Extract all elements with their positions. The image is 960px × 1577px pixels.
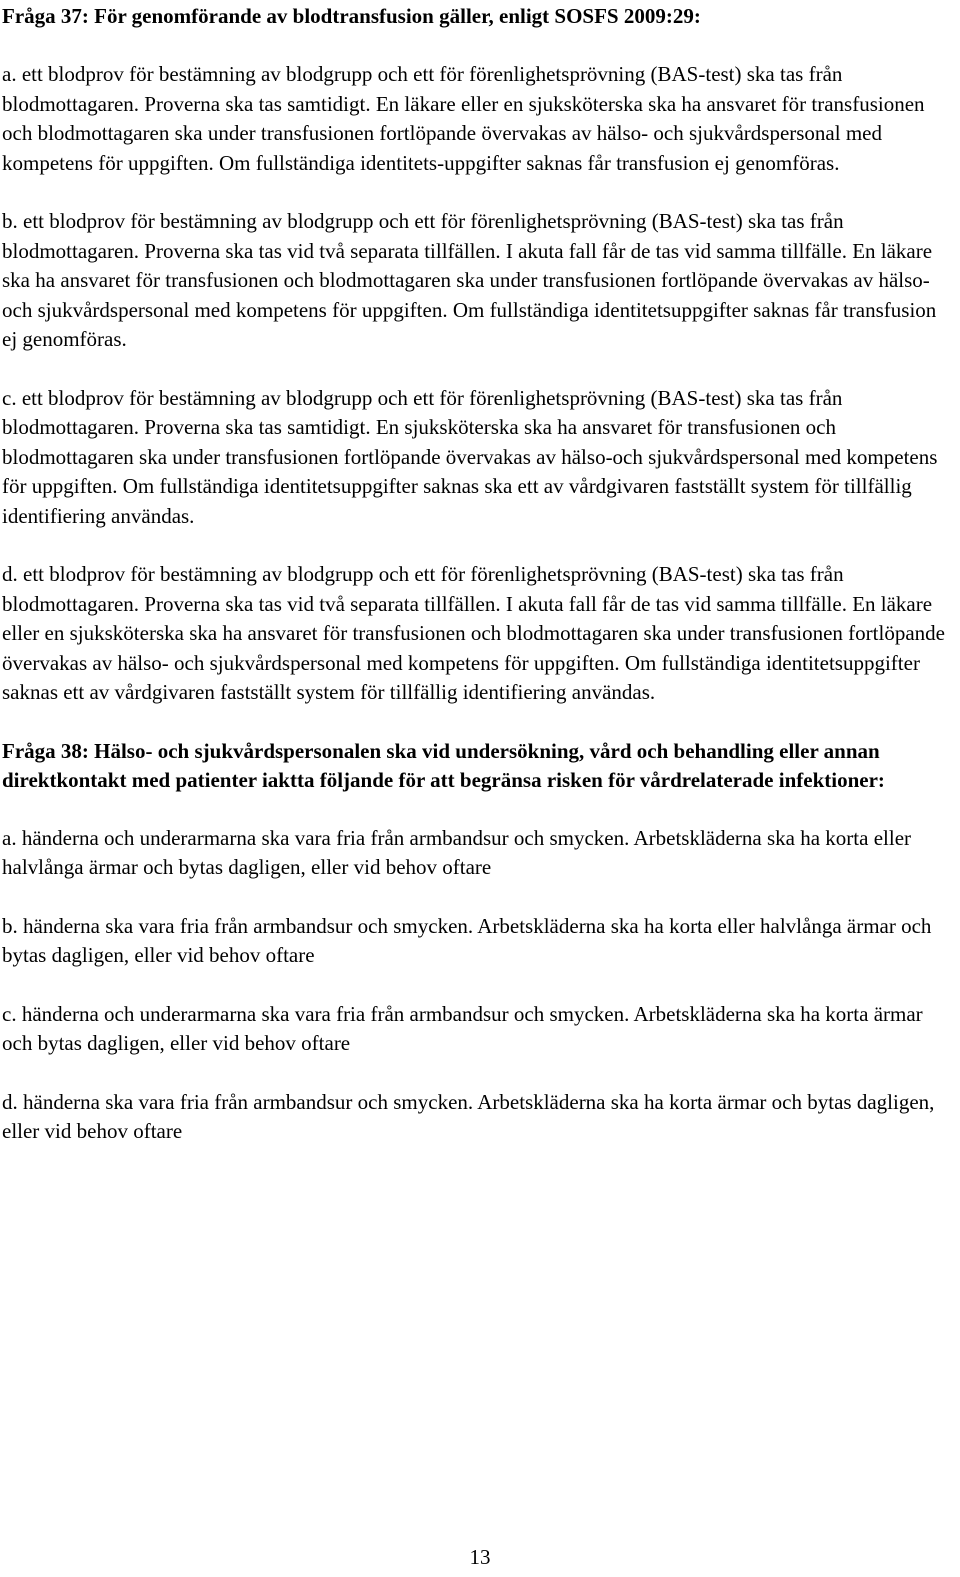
question-38-option-b: b. händerna ska vara fria från armbandsur och smycken. Arbetskläderna ska ha korta eller halvlånga ärmar och bytas dagligen, eller vid behov oftare: [2, 913, 932, 967]
question-37-option-c: c. ett blodprov för bestämning av blodgrupp och ett för förenlighetsprövning (BAS-test) ska tas från blodmottagaren. Proverna ska tas samtidigt. En sjuksköterska ska ha ansvaret för transfusionen och blodmottagaren ska under transfusionen fortlöpande övervakas av hälso-och sjukvårdspersonal med kompetens för uppgiften. Om fullständiga identitetsuppgifter saknas ska ett av vårdgivaren fastställt system för tillfällig identifiering användas.: [2, 385, 938, 528]
question-38: [2, 737, 946, 1147]
question-37-title: Fråga 37: För genomförande av blodtransfusion gäller, enligt SOSFS 2009:29:: [2, 4, 701, 28]
question-37-option-b: b. ett blodprov för bestämning av blodgrupp och ett för förenlighetsprövning (BAS-test) ska tas från blodmottagaren. Proverna ska tas vid två separata tillfällen. I akuta fall får de tas vid samma tillfälle. En läkare ska ha ansvaret för transfusionen och blodmottagaren ska under transfusionen fortlöpande övervakas av hälso- och sjukvårdspersonal med kompetens för uppgiften. Om fullständiga identitetsuppgifter saknas får transfusion ej genomföras.: [2, 209, 937, 351]
page-number: 13: [469, 1545, 491, 1569]
question-37-option-d: d. ett blodprov för bestämning av blodgrupp och ett för förenlighetsprövning (BAS-test) ska tas från blodmottagaren. Proverna ska tas vid två separata tillfällen. I akuta fall får de tas vid samma tillfälle. En läkare eller en sjuksköterska ska ha ansvaret för transfusionen och blodmottagaren ska under transfusionen fortlöpande övervakas av hälso- och sjukvårdspersonal med kompetens för uppgiften. Om fullständiga identitetsuppgifter saknas ett av vårdgivaren fastställt system för tillfällig identifiering användas.: [2, 562, 945, 704]
question-37-option-a: a. ett blodprov för bestämning av blodgrupp och ett för förenlighetsprövning (BAS-test) ska tas från blodmottagaren. Proverna ska tas samtidigt. En läkare eller en sjuksköterska ska ha ansvaret för transfusionen och blodmottagaren ska under transfusionen fortlöpande övervakas av hälso- och sjukvårdspersonal med kompetens för uppgiften. Om fullständiga identitets-uppgifter saknas får transfusion ej genomföras.: [2, 62, 925, 175]
question-38-option-d: d. händerna ska vara fria från armbandsur och smycken. Arbetskläderna ska ha korta ärmar och bytas dagligen, eller vid behov oftare: [2, 1089, 935, 1143]
question-38-option-c: c. händerna och underarmarna ska vara fria från armbandsur och smycken. Arbetskläderna ska ha korta ärmar och bytas dagligen, eller vid behov oftare: [2, 1001, 923, 1055]
question-37: [2, 2, 946, 708]
question-38-option-a: a. händerna och underarmarna ska vara fria från armbandsur och smycken. Arbetskläderna ska ha korta eller halvlånga ärmar och bytas dagligen, eller vid behov oftare: [2, 825, 912, 879]
question-38-title: Fråga 38: Hälso- och sjukvårdspersonalen ska vid undersökning, vård och behandling eller annan direktkontakt med patienter iaktta följande för att begränsa risken för vårdrelaterade infektioner:: [2, 738, 885, 792]
